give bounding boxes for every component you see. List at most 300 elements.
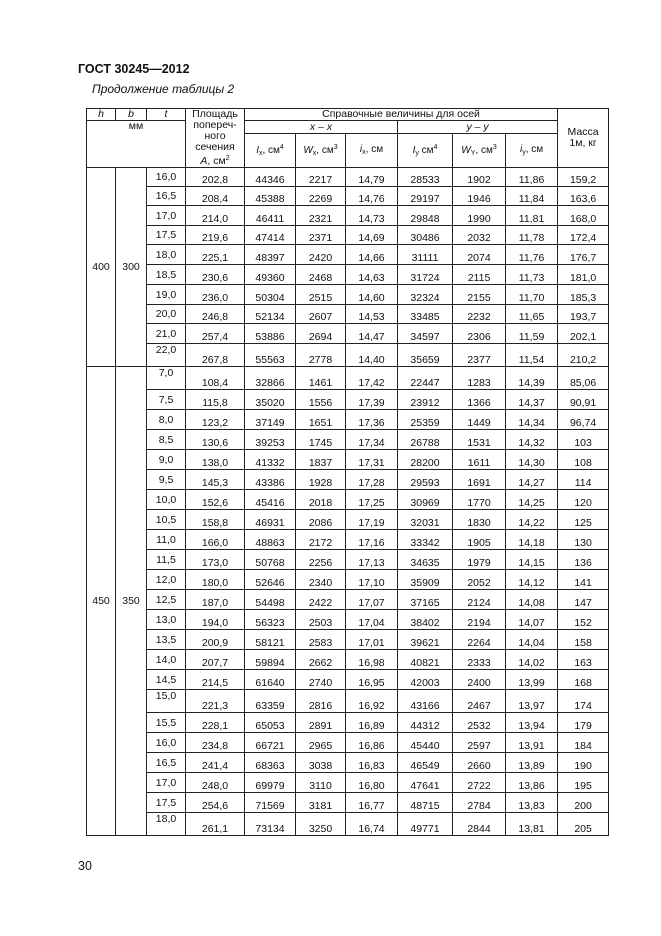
value-cell: 35659 bbox=[398, 344, 453, 367]
t-value-cell: 7,5 bbox=[147, 390, 186, 410]
value-cell: 173,0 bbox=[186, 550, 245, 570]
value-cell: 2124 bbox=[453, 590, 506, 610]
value-cell: 2662 bbox=[296, 650, 346, 670]
value-cell: 130 bbox=[558, 530, 609, 550]
value-cell: 2597 bbox=[453, 733, 506, 753]
value-cell: 56323 bbox=[245, 610, 296, 630]
value-cell: 2032 bbox=[453, 226, 506, 245]
value-cell: 17,04 bbox=[346, 610, 398, 630]
value-cell: 13,83 bbox=[506, 793, 558, 813]
value-cell: 261,1 bbox=[186, 813, 245, 836]
value-cell: 58121 bbox=[245, 630, 296, 650]
value-cell: 48397 bbox=[245, 245, 296, 265]
table-row bbox=[87, 410, 609, 430]
value-cell: 50768 bbox=[245, 550, 296, 570]
value-cell: 200,9 bbox=[186, 630, 245, 650]
value-cell: 28533 bbox=[398, 168, 453, 187]
value-cell: 14,66 bbox=[346, 245, 398, 265]
value-cell: 1837 bbox=[296, 450, 346, 470]
t-value-cell: 10,0 bbox=[147, 490, 186, 510]
table-row bbox=[87, 713, 609, 733]
value-cell: 45388 bbox=[245, 187, 296, 206]
value-cell: 37165 bbox=[398, 590, 453, 610]
group-h-value: 400 bbox=[87, 168, 116, 367]
value-cell: 202,8 bbox=[186, 168, 245, 187]
value-cell: 2965 bbox=[296, 733, 346, 753]
col-t-header: t bbox=[147, 109, 186, 121]
value-cell: 32324 bbox=[398, 285, 453, 305]
value-cell: 66721 bbox=[245, 733, 296, 753]
value-cell: 45416 bbox=[245, 490, 296, 510]
value-cell: 2256 bbox=[296, 550, 346, 570]
table-row bbox=[87, 530, 609, 550]
value-cell: 1770 bbox=[453, 490, 506, 510]
value-cell: 47414 bbox=[245, 226, 296, 245]
table-row bbox=[87, 168, 609, 187]
value-cell: 40821 bbox=[398, 650, 453, 670]
table-row bbox=[87, 630, 609, 650]
value-cell: 17,28 bbox=[346, 470, 398, 490]
value-cell: 85,06 bbox=[558, 367, 609, 390]
value-cell: 17,42 bbox=[346, 367, 398, 390]
table-row bbox=[87, 265, 609, 285]
value-cell: 11,54 bbox=[506, 344, 558, 367]
value-cell: 125 bbox=[558, 510, 609, 530]
value-cell: 1979 bbox=[453, 550, 506, 570]
value-cell: 14,63 bbox=[346, 265, 398, 285]
value-cell: 2532 bbox=[453, 713, 506, 733]
value-cell: 1691 bbox=[453, 470, 506, 490]
value-cell: 39621 bbox=[398, 630, 453, 650]
value-cell: 248,0 bbox=[186, 773, 245, 793]
value-cell: 2194 bbox=[453, 610, 506, 630]
value-cell: 195 bbox=[558, 773, 609, 793]
t-value-cell: 11,0 bbox=[147, 530, 186, 550]
value-cell: 200 bbox=[558, 793, 609, 813]
value-cell: 14,73 bbox=[346, 206, 398, 226]
area-label: Площадь попереч-ного сечения bbox=[192, 108, 238, 153]
document-title: ГОСТ 30245—2012 bbox=[78, 62, 190, 76]
value-cell: 38402 bbox=[398, 610, 453, 630]
value-cell: 13,99 bbox=[506, 670, 558, 690]
value-cell: 14,25 bbox=[506, 490, 558, 510]
value-cell: 33485 bbox=[398, 305, 453, 324]
t-value-cell: 10,5 bbox=[147, 510, 186, 530]
value-cell: 1531 bbox=[453, 430, 506, 450]
value-cell: 159,2 bbox=[558, 168, 609, 187]
value-cell: 14,02 bbox=[506, 650, 558, 670]
page-number: 30 bbox=[78, 859, 92, 873]
area-unit-exp: 2 bbox=[225, 155, 230, 162]
value-cell: 2172 bbox=[296, 530, 346, 550]
value-cell: 219,6 bbox=[186, 226, 245, 245]
value-cell: 147 bbox=[558, 590, 609, 610]
value-cell: 14,07 bbox=[506, 610, 558, 630]
value-cell: 44346 bbox=[245, 168, 296, 187]
value-cell: 34597 bbox=[398, 324, 453, 344]
value-cell: 115,8 bbox=[186, 390, 245, 410]
t-value-cell: 14,5 bbox=[147, 670, 186, 690]
value-cell: 14,18 bbox=[506, 530, 558, 550]
t-value-cell: 18,5 bbox=[147, 265, 186, 285]
t-value-cell: 13,0 bbox=[147, 610, 186, 630]
table-row bbox=[87, 813, 609, 836]
value-cell: 55563 bbox=[245, 344, 296, 367]
value-cell: 3110 bbox=[296, 773, 346, 793]
value-cell: 48863 bbox=[245, 530, 296, 550]
value-cell: 26788 bbox=[398, 430, 453, 450]
value-cell: 214,0 bbox=[186, 206, 245, 226]
table-row bbox=[87, 187, 609, 206]
table-row bbox=[87, 793, 609, 813]
value-cell: 73134 bbox=[245, 813, 296, 836]
value-cell: 2467 bbox=[453, 690, 506, 713]
value-cell: 11,84 bbox=[506, 187, 558, 206]
group-b-value: 350 bbox=[116, 367, 147, 836]
value-cell: 1611 bbox=[453, 450, 506, 470]
value-cell: 14,37 bbox=[506, 390, 558, 410]
value-cell: 17,31 bbox=[346, 450, 398, 470]
value-cell: 3181 bbox=[296, 793, 346, 813]
value-cell: 45440 bbox=[398, 733, 453, 753]
value-cell: 13,94 bbox=[506, 713, 558, 733]
unit-mm-header: мм bbox=[87, 121, 186, 168]
table-row bbox=[87, 390, 609, 410]
value-cell: 2468 bbox=[296, 265, 346, 285]
value-cell: 193,7 bbox=[558, 305, 609, 324]
value-cell: 2844 bbox=[453, 813, 506, 836]
t-value-cell: 16,0 bbox=[147, 168, 186, 187]
value-cell: 2232 bbox=[453, 305, 506, 324]
t-value-cell: 18,0 bbox=[147, 813, 186, 836]
value-cell: 63359 bbox=[245, 690, 296, 713]
value-cell: 2052 bbox=[453, 570, 506, 590]
value-cell: 138,0 bbox=[186, 450, 245, 470]
value-cell: 163,6 bbox=[558, 187, 609, 206]
value-cell: 46931 bbox=[245, 510, 296, 530]
value-cell: 158,8 bbox=[186, 510, 245, 530]
value-cell: 17,16 bbox=[346, 530, 398, 550]
value-cell: 43166 bbox=[398, 690, 453, 713]
value-cell: 16,77 bbox=[346, 793, 398, 813]
value-cell: 14,04 bbox=[506, 630, 558, 650]
table-row bbox=[87, 285, 609, 305]
value-cell: 22447 bbox=[398, 367, 453, 390]
value-cell: 31724 bbox=[398, 265, 453, 285]
value-cell: 13,89 bbox=[506, 753, 558, 773]
Wy-header: $W_Y$, $см^3$ bbox=[453, 134, 506, 168]
value-cell: 168,0 bbox=[558, 206, 609, 226]
value-cell: 103 bbox=[558, 430, 609, 450]
t-value-cell: 17,0 bbox=[147, 206, 186, 226]
value-cell: 208,4 bbox=[186, 187, 245, 206]
t-value-cell: 15,0 bbox=[147, 690, 186, 713]
value-cell: 2891 bbox=[296, 713, 346, 733]
value-cell: 17,25 bbox=[346, 490, 398, 510]
table-row bbox=[87, 570, 609, 590]
value-cell: 11,70 bbox=[506, 285, 558, 305]
value-cell: 234,8 bbox=[186, 733, 245, 753]
table-row bbox=[87, 367, 609, 390]
value-cell: 14,12 bbox=[506, 570, 558, 590]
value-cell: 187,0 bbox=[186, 590, 245, 610]
value-cell: 16,86 bbox=[346, 733, 398, 753]
value-cell: 267,8 bbox=[186, 344, 245, 367]
value-cell: 2722 bbox=[453, 773, 506, 793]
value-cell: 2306 bbox=[453, 324, 506, 344]
value-cell: 54498 bbox=[245, 590, 296, 610]
table-row bbox=[87, 245, 609, 265]
value-cell: 179 bbox=[558, 713, 609, 733]
value-cell: 25359 bbox=[398, 410, 453, 430]
t-value-cell: 18,0 bbox=[147, 245, 186, 265]
value-cell: 71569 bbox=[245, 793, 296, 813]
table-row bbox=[87, 610, 609, 630]
value-cell: 2269 bbox=[296, 187, 346, 206]
value-cell: 2155 bbox=[453, 285, 506, 305]
axis-x-header: x – x bbox=[245, 121, 398, 134]
area-symbol: A bbox=[200, 155, 208, 167]
iy-header: $i_y$, см bbox=[506, 134, 558, 168]
value-cell: 23912 bbox=[398, 390, 453, 410]
value-cell: 2400 bbox=[453, 670, 506, 690]
value-cell: 41332 bbox=[245, 450, 296, 470]
value-cell: 181,0 bbox=[558, 265, 609, 285]
table-row bbox=[87, 753, 609, 773]
value-cell: 225,1 bbox=[186, 245, 245, 265]
value-cell: 176,7 bbox=[558, 245, 609, 265]
value-cell: 1902 bbox=[453, 168, 506, 187]
value-cell: 14,15 bbox=[506, 550, 558, 570]
table-row bbox=[87, 510, 609, 530]
value-cell: 11,65 bbox=[506, 305, 558, 324]
value-cell: 152 bbox=[558, 610, 609, 630]
value-cell: 184 bbox=[558, 733, 609, 753]
value-cell: 2583 bbox=[296, 630, 346, 650]
value-cell: 2660 bbox=[453, 753, 506, 773]
value-cell: 152,6 bbox=[186, 490, 245, 510]
value-cell: 2115 bbox=[453, 265, 506, 285]
t-value-cell: 16,5 bbox=[147, 753, 186, 773]
value-cell: 172,4 bbox=[558, 226, 609, 245]
value-cell: 14,39 bbox=[506, 367, 558, 390]
t-value-cell: 13,5 bbox=[147, 630, 186, 650]
value-cell: 31111 bbox=[398, 245, 453, 265]
value-cell: 3038 bbox=[296, 753, 346, 773]
value-cell: 17,34 bbox=[346, 430, 398, 450]
value-cell: 11,59 bbox=[506, 324, 558, 344]
mass-header: Масса 1м, кг bbox=[558, 109, 609, 168]
table-row bbox=[87, 773, 609, 793]
value-cell: 90,91 bbox=[558, 390, 609, 410]
value-cell: 14,79 bbox=[346, 168, 398, 187]
value-cell: 61640 bbox=[245, 670, 296, 690]
t-value-cell: 8,5 bbox=[147, 430, 186, 450]
value-cell: 2371 bbox=[296, 226, 346, 245]
value-cell: 185,3 bbox=[558, 285, 609, 305]
value-cell: 2784 bbox=[453, 793, 506, 813]
value-cell: 246,8 bbox=[186, 305, 245, 324]
value-cell: 35020 bbox=[245, 390, 296, 410]
value-cell: 257,4 bbox=[186, 324, 245, 344]
value-cell: 14,53 bbox=[346, 305, 398, 324]
value-cell: 14,27 bbox=[506, 470, 558, 490]
value-cell: 2503 bbox=[296, 610, 346, 630]
value-cell: 59894 bbox=[245, 650, 296, 670]
value-cell: 49771 bbox=[398, 813, 453, 836]
value-cell: 17,07 bbox=[346, 590, 398, 610]
value-cell: 29593 bbox=[398, 470, 453, 490]
value-cell: 49360 bbox=[245, 265, 296, 285]
value-cell: 42003 bbox=[398, 670, 453, 690]
value-cell: 14,47 bbox=[346, 324, 398, 344]
col-b-header: b bbox=[116, 109, 147, 121]
value-cell: 2217 bbox=[296, 168, 346, 187]
value-cell: 1946 bbox=[453, 187, 506, 206]
value-cell: 52134 bbox=[245, 305, 296, 324]
section-properties-table bbox=[86, 108, 609, 836]
value-cell: 14,34 bbox=[506, 410, 558, 430]
value-cell: 2607 bbox=[296, 305, 346, 324]
value-cell: 1928 bbox=[296, 470, 346, 490]
value-cell: 30486 bbox=[398, 226, 453, 245]
value-cell: 16,98 bbox=[346, 650, 398, 670]
t-value-cell: 15,5 bbox=[147, 713, 186, 733]
table-row bbox=[87, 450, 609, 470]
value-cell: 241,4 bbox=[186, 753, 245, 773]
value-cell: 207,7 bbox=[186, 650, 245, 670]
table-row bbox=[87, 430, 609, 450]
value-cell: 108 bbox=[558, 450, 609, 470]
value-cell: 1651 bbox=[296, 410, 346, 430]
value-cell: 96,74 bbox=[558, 410, 609, 430]
t-value-cell: 17,5 bbox=[147, 226, 186, 245]
value-cell: 13,91 bbox=[506, 733, 558, 753]
value-cell: 69979 bbox=[245, 773, 296, 793]
value-cell: 32031 bbox=[398, 510, 453, 530]
area-unit: , см bbox=[207, 155, 226, 167]
value-cell: 3250 bbox=[296, 813, 346, 836]
value-cell: 120 bbox=[558, 490, 609, 510]
Iy-header: $I_y$ $см^4$ bbox=[398, 134, 453, 168]
value-cell: 214,5 bbox=[186, 670, 245, 690]
value-cell: 130,6 bbox=[186, 430, 245, 450]
value-cell: 202,1 bbox=[558, 324, 609, 344]
t-value-cell: 9,0 bbox=[147, 450, 186, 470]
value-cell: 2086 bbox=[296, 510, 346, 530]
value-cell: 2778 bbox=[296, 344, 346, 367]
value-cell: 52646 bbox=[245, 570, 296, 590]
value-cell: 46411 bbox=[245, 206, 296, 226]
value-cell: 1745 bbox=[296, 430, 346, 450]
Ix-header: $I_x$, $см^4$ bbox=[245, 134, 296, 168]
value-cell: 194,0 bbox=[186, 610, 245, 630]
value-cell: 11,76 bbox=[506, 245, 558, 265]
t-value-cell: 7,0 bbox=[147, 367, 186, 390]
value-cell: 145,3 bbox=[186, 470, 245, 490]
reference-values-header: Справочные величины для осей bbox=[245, 109, 558, 121]
value-cell: 65053 bbox=[245, 713, 296, 733]
value-cell: 48715 bbox=[398, 793, 453, 813]
value-cell: 1830 bbox=[453, 510, 506, 530]
t-value-cell: 16,0 bbox=[147, 733, 186, 753]
value-cell: 174 bbox=[558, 690, 609, 713]
value-cell: 108,4 bbox=[186, 367, 245, 390]
col-h-header: h bbox=[87, 109, 116, 121]
t-value-cell: 19,0 bbox=[147, 285, 186, 305]
value-cell: 17,19 bbox=[346, 510, 398, 530]
t-value-cell: 12,0 bbox=[147, 570, 186, 590]
group-h-value: 450 bbox=[87, 367, 116, 836]
value-cell: 2340 bbox=[296, 570, 346, 590]
value-cell: 205 bbox=[558, 813, 609, 836]
value-cell: 39253 bbox=[245, 430, 296, 450]
value-cell: 2515 bbox=[296, 285, 346, 305]
value-cell: 2333 bbox=[453, 650, 506, 670]
value-cell: 2321 bbox=[296, 206, 346, 226]
table-row bbox=[87, 590, 609, 610]
value-cell: 34635 bbox=[398, 550, 453, 570]
t-value-cell: 20,0 bbox=[147, 305, 186, 324]
value-cell: 158 bbox=[558, 630, 609, 650]
area-header bbox=[186, 109, 245, 168]
value-cell: 14,30 bbox=[506, 450, 558, 470]
value-cell: 190 bbox=[558, 753, 609, 773]
value-cell: 17,39 bbox=[346, 390, 398, 410]
value-cell: 2420 bbox=[296, 245, 346, 265]
value-cell: 168 bbox=[558, 670, 609, 690]
value-cell: 11,78 bbox=[506, 226, 558, 245]
value-cell: 33342 bbox=[398, 530, 453, 550]
value-cell: 1990 bbox=[453, 206, 506, 226]
table-row bbox=[87, 490, 609, 510]
value-cell: 46549 bbox=[398, 753, 453, 773]
table-row bbox=[87, 690, 609, 713]
t-value-cell: 11,5 bbox=[147, 550, 186, 570]
value-cell: 14,22 bbox=[506, 510, 558, 530]
Wx-header: $W_x$, $см^3$ bbox=[296, 134, 346, 168]
value-cell: 254,6 bbox=[186, 793, 245, 813]
value-cell: 2422 bbox=[296, 590, 346, 610]
value-cell: 180,0 bbox=[186, 570, 245, 590]
value-cell: 1283 bbox=[453, 367, 506, 390]
value-cell: 16,83 bbox=[346, 753, 398, 773]
value-cell: 14,32 bbox=[506, 430, 558, 450]
axis-y-header: y – y bbox=[398, 121, 558, 134]
value-cell: 123,2 bbox=[186, 410, 245, 430]
group-b-value: 300 bbox=[116, 168, 147, 367]
value-cell: 30969 bbox=[398, 490, 453, 510]
value-cell: 29848 bbox=[398, 206, 453, 226]
value-cell: 37149 bbox=[245, 410, 296, 430]
t-value-cell: 22,0 bbox=[147, 344, 186, 367]
table-row bbox=[87, 344, 609, 367]
table-row bbox=[87, 733, 609, 753]
value-cell: 163 bbox=[558, 650, 609, 670]
t-value-cell: 12,5 bbox=[147, 590, 186, 610]
value-cell: 1366 bbox=[453, 390, 506, 410]
value-cell: 14,08 bbox=[506, 590, 558, 610]
value-cell: 32866 bbox=[245, 367, 296, 390]
table-row bbox=[87, 305, 609, 324]
table-row bbox=[87, 670, 609, 690]
value-cell: 35909 bbox=[398, 570, 453, 590]
value-cell: 11,73 bbox=[506, 265, 558, 285]
value-cell: 2377 bbox=[453, 344, 506, 367]
value-cell: 29197 bbox=[398, 187, 453, 206]
table-body bbox=[87, 168, 609, 836]
value-cell: 2264 bbox=[453, 630, 506, 650]
